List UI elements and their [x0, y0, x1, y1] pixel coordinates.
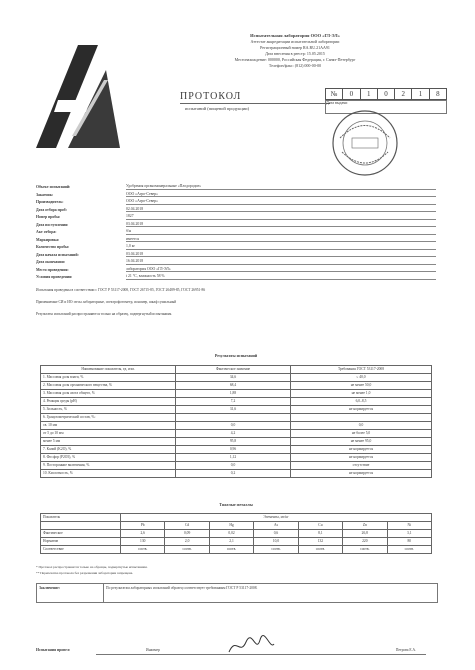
- protocol-subtitle: испытаний (пищевой продукции): [185, 106, 250, 111]
- field-value: ООО «Агро-Север»: [126, 199, 436, 204]
- table-cell: соотв.: [254, 546, 298, 554]
- field-row: [36, 220, 436, 228]
- field-label: Количество пробы:: [36, 245, 70, 250]
- field-value: 16.04.2018: [126, 259, 436, 264]
- field-value: лаборатория ООО «ГЛ-ЭЛ»: [126, 267, 436, 272]
- number-digit: 8: [429, 89, 446, 99]
- conclusion-text: По результатам лабораторных испытаний образец соответствует требованиям ГОСТ Р 53117-2008.: [106, 586, 258, 590]
- table-cell: менее 5 мм: [41, 438, 176, 446]
- protocol-number: [325, 88, 447, 100]
- table-row: [41, 446, 432, 454]
- table-row: [41, 470, 432, 478]
- field-row: [36, 197, 436, 205]
- column-header: As: [254, 522, 298, 530]
- table-cell: 220: [343, 538, 387, 546]
- table-row: [41, 538, 432, 546]
- field-label: Производитель:: [36, 200, 64, 205]
- table-cell: 5. Зольность, %: [41, 406, 176, 414]
- field-row: [36, 182, 436, 190]
- header-line: Местонахождение: 000000, Российская Федерация, г. Санкт-Петербург: [234, 57, 356, 62]
- conclusion-box: [36, 583, 438, 603]
- number-digit: 2: [394, 89, 411, 99]
- results-title: Результаты испытаний: [214, 353, 258, 358]
- signature-block: [36, 640, 436, 660]
- table-cell: 10. Кислотность, %: [41, 470, 176, 478]
- field-row: [36, 190, 436, 198]
- conclusion-label: Заключение:: [37, 584, 104, 602]
- results-table: [40, 365, 432, 478]
- table-cell: 34,6: [176, 374, 291, 382]
- table-row: [41, 530, 432, 538]
- header-line: Дата внесения в реестр: 15.05.2015: [265, 51, 325, 56]
- table-cell: 2,1: [209, 538, 253, 546]
- table-cell: 8,1: [298, 530, 342, 538]
- field-label: Условия проведения:: [36, 275, 73, 280]
- column-header: [41, 522, 121, 530]
- field-value: имеется: [126, 237, 436, 242]
- table-cell: Соответствие: [41, 546, 121, 554]
- field-value: 03.04.2018: [126, 222, 436, 227]
- info-text: Результаты испытаний распространяются только на образец, подвергнутый испытаниям.: [36, 312, 173, 316]
- table-cell: соотв.: [121, 546, 165, 554]
- column-header: Hg: [209, 522, 253, 530]
- field-row: [36, 257, 436, 265]
- table-cell: [291, 414, 432, 422]
- table-cell: 10,0: [254, 538, 298, 546]
- column-header: Cu: [298, 522, 342, 530]
- signature-line: [96, 654, 426, 655]
- table-cell: не менее 95,0: [291, 438, 432, 446]
- signature-label: Испытания провел:: [36, 648, 71, 652]
- metals-table: [40, 513, 432, 554]
- table-row: [41, 462, 432, 470]
- field-row: [36, 227, 436, 235]
- table-cell: св. 10 мм: [41, 422, 176, 430]
- table-cell: 1. Массовая доля влаги, %: [41, 374, 176, 382]
- table-cell: от 5 до 10 мм: [41, 430, 176, 438]
- number-digit: 1: [360, 89, 377, 99]
- signer-position: Инженер: [146, 648, 160, 652]
- table-cell: 26,8: [343, 530, 387, 538]
- table-cell: 0,0: [176, 422, 291, 430]
- field-row: [36, 242, 436, 250]
- table-cell: 31,6: [176, 406, 291, 414]
- header-line: Аттестат аккредитации испытательной лаборатории: [250, 39, 340, 44]
- table-cell: ≤ 40,0: [291, 374, 432, 382]
- column-header: Zn: [343, 522, 387, 530]
- field-label: Дата окончания:: [36, 260, 66, 265]
- field-row: [36, 265, 436, 273]
- signer-name: Петрова Е.А.: [395, 648, 416, 652]
- table-row: [41, 438, 432, 446]
- table-row: [41, 406, 432, 414]
- table-cell: Норматив: [41, 538, 121, 546]
- table-cell: 6,0–8,5: [291, 398, 432, 406]
- footnote: * Протокол распространяется только на образцы, подвергнутые испытаниям.: [36, 565, 148, 569]
- lab-name: Испытательная лаборатория ООО «ГЛ-ЭЛ»: [250, 33, 340, 38]
- table-cell: 0,6: [254, 530, 298, 538]
- table-cell: 2,6: [121, 530, 165, 538]
- field-value: 1,0 кг: [126, 244, 436, 249]
- number-digit: 1: [411, 89, 428, 99]
- table-cell: соотв.: [298, 546, 342, 554]
- table-cell: не более 5,0: [291, 430, 432, 438]
- table-cell: 130: [121, 538, 165, 546]
- table-cell: не нормируется: [291, 446, 432, 454]
- header-line: Телефон/факс: (812) 000-00-00: [268, 63, 322, 68]
- table-cell: соотв.: [209, 546, 253, 554]
- table-cell: не нормируется: [291, 470, 432, 478]
- column-header: Фактическое значение: [176, 366, 291, 374]
- table-cell: соотв.: [165, 546, 209, 554]
- table-cell: 1,88: [176, 390, 291, 398]
- column-header: Показатель: [41, 514, 121, 522]
- field-value: t 21 °С, влажность 58 %: [126, 274, 436, 279]
- table-row: [41, 390, 432, 398]
- column-header: Pb: [121, 522, 165, 530]
- table-header-row: [41, 514, 432, 522]
- table-cell: 80: [387, 538, 431, 546]
- table-cell: 0,0: [291, 422, 432, 430]
- company-logo: [28, 40, 128, 150]
- table-cell: 0,02: [209, 530, 253, 538]
- table-row: [41, 422, 432, 430]
- field-label: Номер пробы:: [36, 215, 61, 220]
- table-cell: Фактическое: [41, 530, 121, 538]
- field-row: [36, 272, 436, 280]
- table-cell: 1,12: [176, 454, 291, 462]
- number-digit: №: [330, 90, 338, 98]
- table-row: [41, 398, 432, 406]
- table-cell: 0,2: [176, 470, 291, 478]
- official-stamp: [330, 108, 400, 178]
- table-cell: не нормируется: [291, 454, 432, 462]
- table-cell: 2. Массовая доля органического вещества, %: [41, 382, 176, 390]
- protocol-fields: [36, 182, 436, 280]
- field-value: Удобрения органоминеральные «Плодородие»: [126, 184, 436, 189]
- table-cell: 7. Калий (K2O), %: [41, 446, 176, 454]
- table-cell: 2,0: [165, 538, 209, 546]
- table-row: [41, 430, 432, 438]
- field-row: [36, 212, 436, 220]
- table-cell: 132: [298, 538, 342, 546]
- table-header-row: [41, 366, 432, 374]
- table-cell: 3,1: [387, 530, 431, 538]
- metals-title: Тяжелые металлы: [219, 502, 253, 507]
- group-header: Элементы, мг/кг: [121, 514, 432, 522]
- table-cell: 4. Реакция среды (pH): [41, 398, 176, 406]
- table-cell: [176, 414, 291, 422]
- table-row: [41, 382, 432, 390]
- field-label: Место проведения:: [36, 267, 69, 272]
- table-row: [41, 546, 432, 554]
- table-cell: соотв.: [387, 546, 431, 554]
- table-row: [41, 414, 432, 422]
- field-label: Дата начала испытаний:: [36, 252, 79, 257]
- table-cell: отсутствие: [291, 462, 432, 470]
- handwritten-signature: [226, 634, 276, 656]
- table-row: [41, 454, 432, 462]
- date-label: Дата выдачи: [326, 100, 348, 105]
- field-value: б/н: [126, 229, 436, 234]
- table-cell: 0,09: [165, 530, 209, 538]
- field-label: Дата отбора проб:: [36, 207, 67, 212]
- number-digit: 0: [342, 89, 359, 99]
- equipment-text: Применяемые СИ и ИО: весы лабораторные, спектрофотометр, иономер, шкаф сушильный: [36, 300, 177, 304]
- table-cell: не нормируется: [291, 406, 432, 414]
- protocol-title: ПРОТОКОЛ: [180, 91, 330, 104]
- lab-header: [150, 33, 440, 69]
- field-value: ООО «Агро-Север»: [126, 192, 436, 197]
- field-label: Заказчик:: [36, 192, 54, 197]
- table-row: [41, 374, 432, 382]
- footnote: ** Перепечатка протокола без разрешения лаборатории запрещена.: [36, 570, 134, 575]
- table-cell: 3. Массовая доля азота общего, %: [41, 390, 176, 398]
- table-cell: 0,0: [176, 462, 291, 470]
- field-label: Объект испытаний:: [36, 185, 71, 190]
- field-label: Маркировка:: [36, 237, 60, 242]
- normative-docs: Испытания проведены в соответствии с ГОСТ Р 53117-2008, ГОСТ 26715-85, ГОСТ 26489-85, ГОСТ 26951-86: [36, 288, 206, 292]
- field-value: 1827: [126, 214, 436, 219]
- table-header-row: [41, 522, 432, 530]
- table-cell: 7,2: [176, 398, 291, 406]
- column-header: Наименование показателя, ед. изм.: [41, 366, 176, 374]
- table-cell: соотв.: [343, 546, 387, 554]
- table-cell: 68,4: [176, 382, 291, 390]
- table-cell: 95,8: [176, 438, 291, 446]
- field-row: [36, 235, 436, 243]
- table-cell: 6. Гранулометрический состав, %:: [41, 414, 176, 422]
- field-row: [36, 205, 436, 213]
- number-digit: 0: [377, 89, 394, 99]
- field-label: Акт отбора:: [36, 230, 57, 235]
- field-label: Дата поступления:: [36, 222, 69, 227]
- column-header: Ni: [387, 522, 431, 530]
- table-cell: 8. Фосфор (P2O5), %: [41, 454, 176, 462]
- table-cell: не менее 1,0: [291, 390, 432, 398]
- table-cell: 9. Посторонние включения, %: [41, 462, 176, 470]
- header-line: Регистрационный номер RA.RU.21АА91: [260, 45, 330, 50]
- footnotes: [36, 565, 436, 576]
- column-header: Требования ГОСТ 53117-2008: [291, 366, 432, 374]
- field-row: [36, 250, 436, 258]
- table-cell: 0,96: [176, 446, 291, 454]
- table-cell: 4,2: [176, 430, 291, 438]
- field-value: 03.04.2018: [126, 252, 436, 257]
- table-cell: не менее 50,0: [291, 382, 432, 390]
- column-header: Cd: [165, 522, 209, 530]
- field-value: 02.04.2018: [126, 207, 436, 212]
